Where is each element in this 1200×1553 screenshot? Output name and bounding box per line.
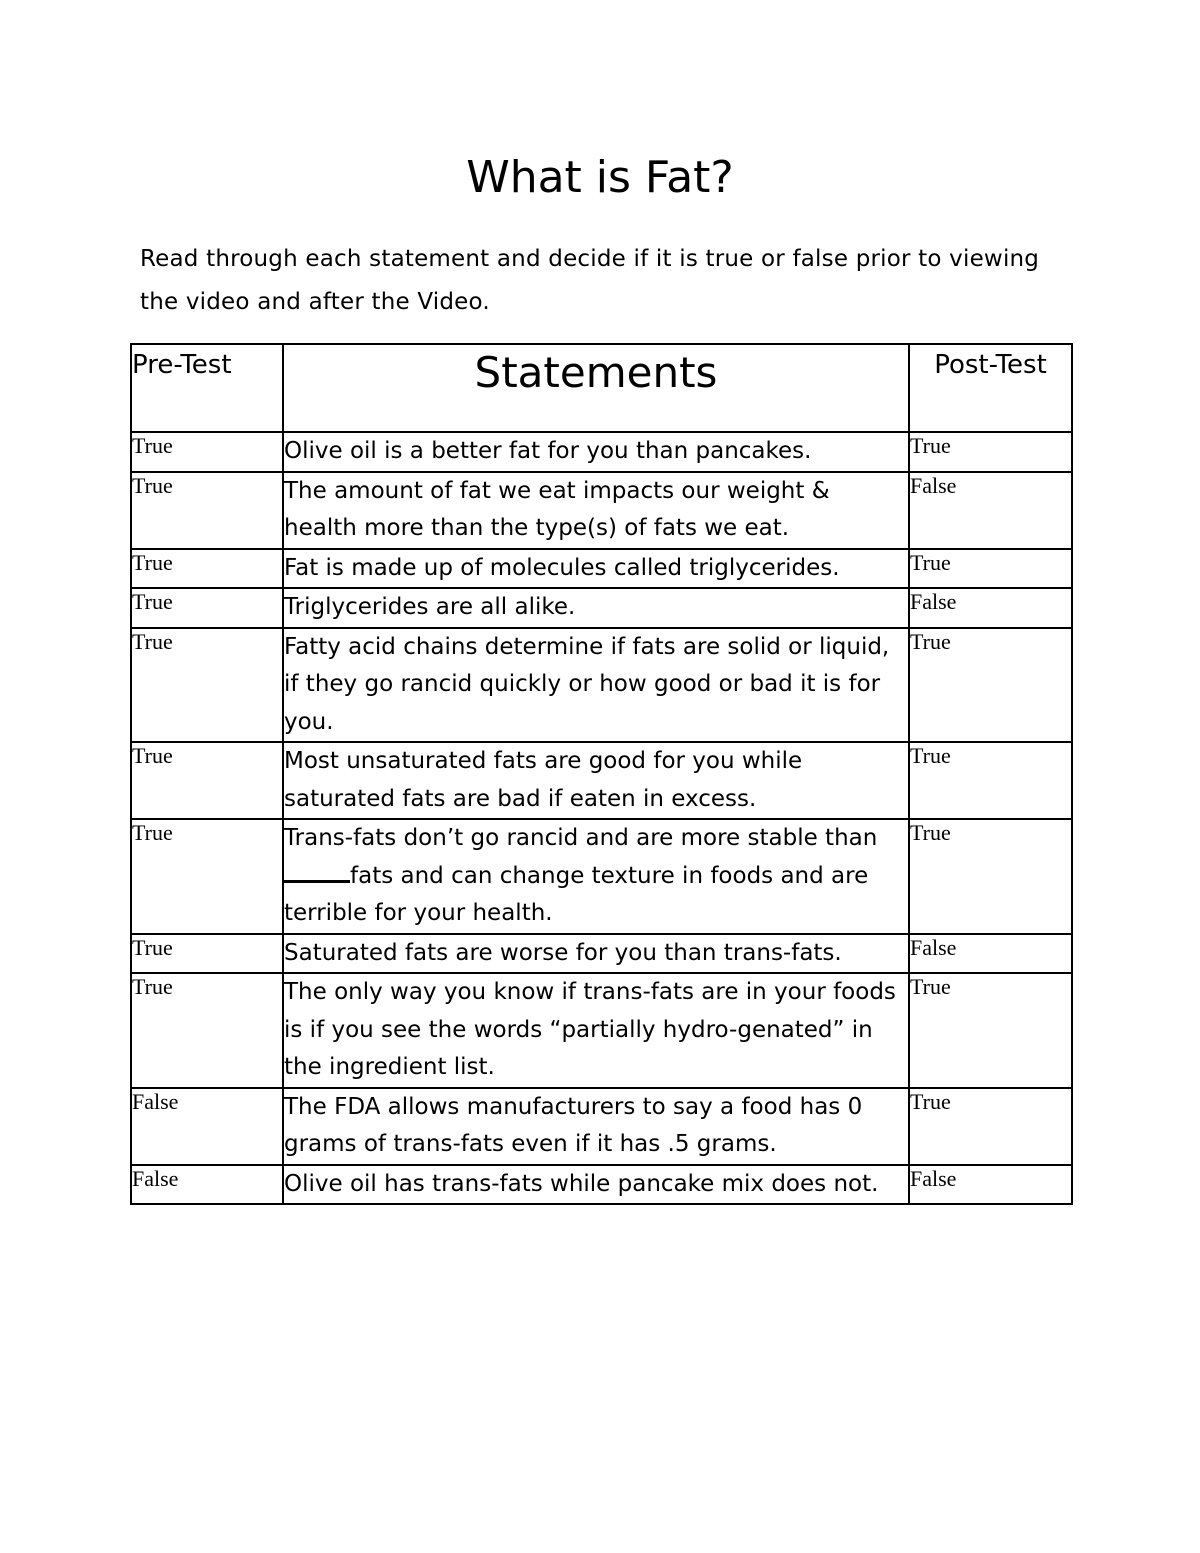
statement-text: The amount of fat we eat impacts our weight & health more than the type(s) of fats we eat.	[283, 472, 909, 549]
table-row	[131, 742, 1072, 819]
instructions-text: Read through each statement and decide if it is true or false prior to viewing the video and after the Video.	[140, 246, 1040, 315]
post-test-answer: True	[909, 742, 1072, 819]
true-false-table	[130, 343, 1073, 1205]
statement-text: Olive oil has trans-fats while pancake mix does not.	[283, 1165, 909, 1205]
statements-header: Statements	[283, 344, 909, 432]
table-row	[131, 588, 1072, 628]
post-test-answer: False	[909, 472, 1072, 549]
pre-test-header: Pre-Test	[131, 344, 283, 432]
table-row	[131, 819, 1072, 934]
table-row	[131, 1165, 1072, 1205]
post-test-answer: True	[909, 819, 1072, 934]
statement-text: Triglycerides are all alike.	[283, 588, 909, 628]
statement-text: The FDA allows manufacturers to say a food has 0 grams of trans-fats even if it has .5 grams.	[283, 1088, 909, 1165]
pre-test-answer: False	[131, 1088, 283, 1165]
pre-test-answer: False	[131, 1165, 283, 1205]
post-test-answer: True	[909, 549, 1072, 589]
pre-test-answer: True	[131, 432, 283, 472]
post-test-answer: False	[909, 934, 1072, 974]
table-row	[131, 472, 1072, 549]
statement-text-part: fats and can change texture in foods and are terrible for your health.	[284, 862, 869, 926]
table-row	[131, 973, 1072, 1088]
statement-text: Fat is made up of molecules called triglycerides.	[283, 549, 909, 589]
pre-test-answer: True	[131, 588, 283, 628]
pre-test-answer: True	[131, 934, 283, 974]
post-test-answer: True	[909, 1088, 1072, 1165]
pre-test-answer: True	[131, 742, 283, 819]
post-test-answer: False	[909, 1165, 1072, 1205]
table-row	[131, 934, 1072, 974]
table-row	[131, 549, 1072, 589]
post-test-answer: True	[909, 628, 1072, 743]
table-row	[131, 1088, 1072, 1165]
statement-text: Saturated fats are worse for you than trans-fats.	[283, 934, 909, 974]
statement-text: Fatty acid chains determine if fats are solid or liquid, if they go rancid quickly or how good or bad it is for you.	[283, 628, 909, 743]
table-header-row	[131, 344, 1072, 432]
pre-test-answer: True	[131, 973, 283, 1088]
post-test-answer: True	[909, 432, 1072, 472]
statement-text: Most unsaturated fats are good for you while saturated fats are bad if eaten in excess.	[283, 742, 909, 819]
page-title: What is Fat?	[466, 152, 734, 203]
post-test-answer: False	[909, 588, 1072, 628]
statement-text-part: Trans-fats don’t go rancid and are more stable than	[284, 825, 878, 851]
fill-in-blank-line	[284, 860, 350, 883]
pre-test-answer: True	[131, 549, 283, 589]
statement-text	[283, 819, 909, 934]
post-test-header: Post-Test	[909, 344, 1072, 432]
post-test-answer: True	[909, 973, 1072, 1088]
statement-text: Olive oil is a better fat for you than pancakes.	[283, 432, 909, 472]
statement-text: The only way you know if trans-fats are in your foods is if you see the words “partially hydro-genated” in the ingredient list.	[283, 973, 909, 1088]
pre-test-answer: True	[131, 472, 283, 549]
pre-test-answer: True	[131, 819, 283, 934]
pre-test-answer: True	[131, 628, 283, 743]
table-row	[131, 628, 1072, 743]
table-row	[131, 432, 1072, 472]
